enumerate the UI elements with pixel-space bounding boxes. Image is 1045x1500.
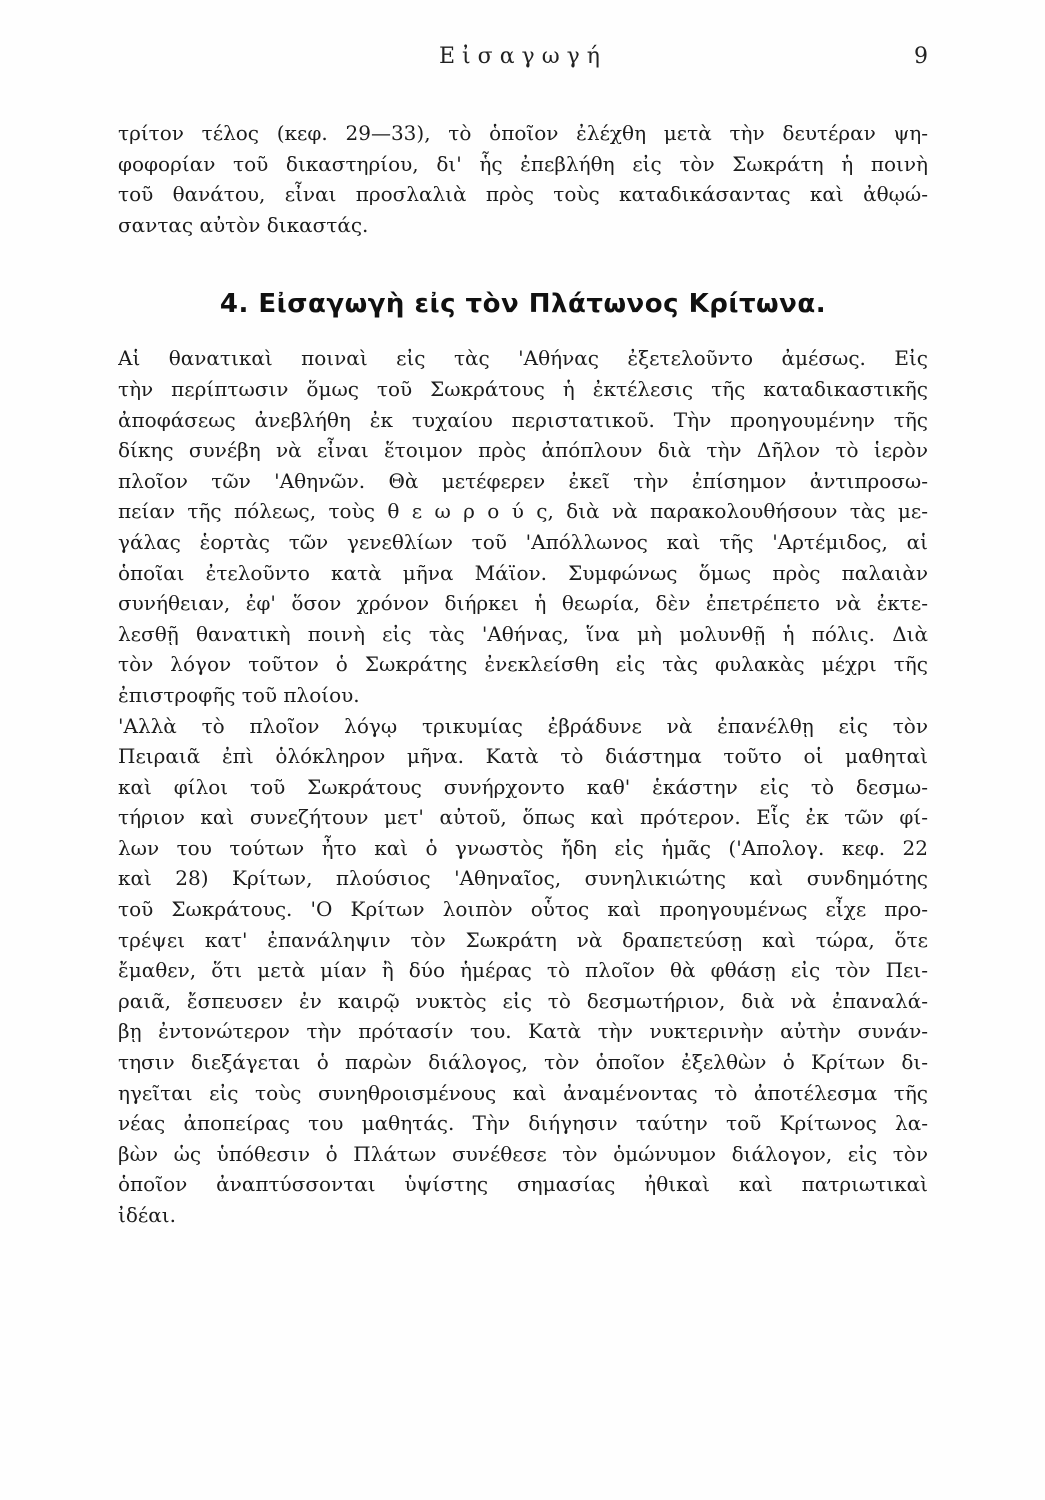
text-line: πείαν τῆς πόλεως, τοὺς θ ε ω ρ ο ύ ς, διὰ νὰ παρακολουθήσουν τὰς με- (118, 499, 928, 524)
text-line: λων του τούτων ἦτο καὶ ὁ γνωστὸς ἤδη εἰς ἡμᾶς ('Απολογ. κεφ. 22 (118, 835, 928, 860)
text-line: συνήθειαν, ἐφ' ὅσον χρόνον διήρκει ἡ θεωρία, δὲν ἐπετρέπετο νὰ ἐκτε- (118, 591, 928, 616)
text-line: 'Αλλὰ τὸ πλοῖον λόγῳ τρικυμίας ἐβράδυνε νὰ ἐπανέλθῃ εἰς τὸν (118, 713, 928, 738)
text-line: πλοῖον τῶν 'Αθηνῶν. Θὰ μετέφερεν ἐκεῖ τὴν ἐπίσημον ἀντιπροσω- (118, 468, 928, 493)
text-line: τοῦ θανάτου, εἶναι προσλαλιὰ πρὸς τοὺς καταδικάσαντας καὶ ἀθῳώ- (118, 182, 928, 207)
section-heading: 4. Εἰσαγωγὴ εἰς τὸν Πλάτωνος Κρίτωνα. (219, 289, 827, 320)
text-line: ηγεῖται εἰς τοὺς συνηθροισμένους καὶ ἀναμένοντας τὸ ἀποτέλεσμα τῆς (118, 1080, 928, 1105)
text-line: ὁποῖαι ἐτελοῦντο κατὰ μῆνα Μάϊον. Συμφώνως ὅμως πρὸς παλαιὰν (118, 560, 928, 585)
text-line: νέας ἀποπείρας του μαθητάς. Τὴν διήγησιν ταύτην τοῦ Κρίτωνος λα- (118, 1111, 928, 1136)
text-line: τοῦ Σωκράτους. 'Ο Κρίτων λοιπὸν οὗτος καὶ προηγουμένως εἶχε προ- (118, 897, 928, 922)
body-text (118, 118, 928, 1231)
text-line: ἀποφάσεως ἀνεβλήθη ἐκ τυχαίου περιστατικοῦ. Τὴν προηγουμένην τῆς (118, 407, 928, 432)
text-line: σαντας αὐτὸν δικαστάς. (118, 212, 369, 237)
text-line: δίκης συνέβη νὰ εἶναι ἕτοιμον πρὸς ἀπόπλουν διὰ τὴν Δῆλον τὸ ἱερὸν (118, 438, 928, 463)
running-head (118, 44, 928, 80)
section-paragraph-1 (118, 343, 928, 710)
text-line: βῃ ἐντονώτερον τὴν πρότασίν του. Κατὰ τὴν νυκτερινὴν αὐτὴν συνάν- (118, 1019, 928, 1044)
text-line: ἐπιστροφῆς τοῦ πλοίου. (118, 682, 360, 707)
text-line: τρίτον τέλος (κεφ. 29—33), τὸ ὁποῖον ἐλέχθη μετὰ τὴν δευτέραν ψη- (118, 121, 928, 145)
text-line: καὶ φίλοι τοῦ Σωκράτους συνήρχοντο καθ' ἑκάστην εἰς τὸ δεσμω- (118, 774, 928, 799)
text-line: βὼν ὡς ὑπόθεσιν ὁ Πλάτων συνέθεσε τὸν ὁμώνυμον διάλογον, εἰς τὸν (118, 1141, 928, 1166)
text-line: τὴν περίπτωσιν ὅμως τοῦ Σωκράτους ἡ ἐκτέλεσις τῆς καταδικαστικῆς (118, 376, 928, 401)
section-paragraph-2 (118, 711, 928, 1231)
text-line: ραιᾶ, ἔσπευσεν ἐν καιρῷ νυκτὸς εἰς τὸ δεσμωτήριον, διὰ νὰ ἐπαναλά- (118, 988, 928, 1013)
text-line: τησιν διεξάγεται ὁ παρὼν διάλογος, τὸν ὁποῖον ἐξελθὼν ὁ Κρίτων δι- (118, 1050, 928, 1075)
running-head-title: Εἰσαγωγή (439, 44, 607, 69)
text-line: φοφορίαν τοῦ δικαστηρίου, δι' ἧς ἐπεβλήθη εἰς τὸν Σωκράτη ἡ ποινὴ (118, 151, 928, 176)
text-line: ἰδέαι. (118, 1203, 176, 1227)
text-line: καὶ 28) Κρίτων, πλούσιος 'Αθηναῖος, συνηλικιώτης καὶ συνδημότης (118, 866, 928, 891)
text-line: Πειραιᾶ ἐπὶ ὁλόκληρον μῆνα. Κατὰ τὸ διάστημα τοῦτο οἱ μαθηταὶ (118, 744, 928, 769)
text-line: τρέψει κατ' ἐπανάληψιν τὸν Σωκράτη νὰ δραπετεύσῃ καὶ τώρα, ὅτε (118, 927, 928, 952)
page-number: 9 (914, 44, 928, 69)
text-line: λεσθῇ θανατικὴ ποινὴ εἰς τὰς 'Αθήνας, ἵνα μὴ μολυνθῇ ἡ πόλις. Διὰ (118, 621, 928, 646)
text-line: Αἱ θανατικαὶ ποιναὶ εἰς τὰς 'Αθήνας ἐξετελοῦντο ἀμέσως. Εἰς (118, 346, 928, 371)
text-line: ἔμαθεν, ὅτι μετὰ μίαν ἢ δύο ἡμέρας τὸ πλοῖον θὰ φθάσῃ εἰς τὸν Πει- (118, 958, 928, 983)
text-line: τὸν λόγον τοῦτον ὁ Σωκράτης ἐνεκλείσθη εἰς τὰς φυλακὰς μέχρι τῆς (118, 652, 928, 677)
intro-paragraph (118, 118, 928, 240)
text-line: ὁποῖον ἀναπτύσσονται ὑψίστης σημασίας ἠθικαὶ καὶ πατριωτικαὶ (118, 1172, 928, 1197)
text-line: γάλας ἑορτὰς τῶν γενεθλίων τοῦ 'Απόλλωνος καὶ τῆς 'Αρτέμιδος, αἱ (118, 529, 928, 554)
text-line: τήριον καὶ συνεζήτουν μετ' αὐτοῦ, ὅπως καὶ πρότερον. Εἷς ἐκ τῶν φί- (118, 805, 928, 830)
